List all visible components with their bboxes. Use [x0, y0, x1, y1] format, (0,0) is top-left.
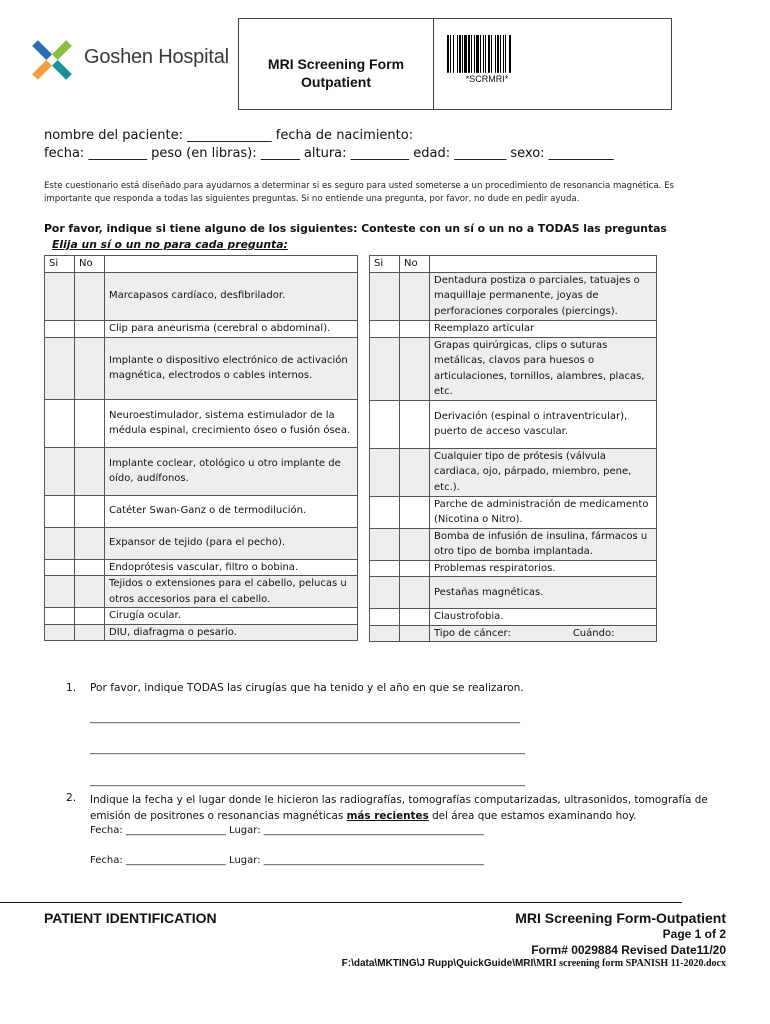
q1-text: Por favor, indique TODAS las cirugías que ha tenido y el año en que se realizaron.: [90, 682, 524, 694]
yes-checkbox[interactable]: [370, 577, 400, 609]
footer-info: [300, 910, 726, 969]
no-checkbox[interactable]: [400, 609, 430, 626]
question-text: Implante o dispositivo electrónico de activación magnética, electrodos o cables internos.: [105, 337, 358, 399]
patient-line-2[interactable]: fecha: _________ peso (en libras): ______ altura: _________ edad: ________ sexo: __________: [44, 146, 614, 161]
right-question-table: [369, 255, 657, 642]
barcode-bar: [497, 35, 499, 73]
barcode-bar: [462, 35, 463, 73]
barcode-bar: [483, 35, 484, 73]
no-checkbox[interactable]: [400, 448, 430, 496]
yes-checkbox[interactable]: [370, 272, 400, 320]
logo-petal-left: [32, 40, 52, 60]
yes-checkbox[interactable]: [45, 576, 75, 608]
yes-checkbox[interactable]: [45, 272, 75, 320]
no-checkbox[interactable]: [75, 559, 105, 576]
question-text: Expansor de tejido (para el pecho).: [105, 527, 358, 559]
question-text: Marcapasos cardíaco, desfibrilador.: [105, 272, 358, 320]
yes-checkbox[interactable]: [370, 528, 400, 560]
no-checkbox[interactable]: [400, 320, 430, 337]
q2-text-before: Indique la fecha y el lugar donde le hicieron las radiografías, tomografías computarizadas, ultrasonidos, tomografía de emisión de positrones o resonancias magnéticas: [90, 794, 708, 822]
no-checkbox[interactable]: [400, 528, 430, 560]
barcode-bar: [474, 35, 475, 73]
patient-line-1[interactable]: nombre del paciente: _____________ fecha de nacimiento:: [44, 128, 414, 143]
barcode-bar: [476, 35, 479, 73]
yes-checkbox[interactable]: [45, 559, 75, 576]
yes-header: Si: [45, 256, 75, 273]
no-checkbox[interactable]: [400, 400, 430, 448]
yes-checkbox[interactable]: [370, 400, 400, 448]
barcode-bar: [488, 35, 490, 73]
yes-checkbox[interactable]: [370, 609, 400, 626]
no-checkbox[interactable]: [75, 576, 105, 608]
q2-text-after: del área que estamos examinando hoy.: [428, 810, 637, 822]
question-text: Cirugía ocular.: [105, 608, 358, 625]
yes-checkbox[interactable]: [370, 496, 400, 528]
no-checkbox[interactable]: [400, 577, 430, 609]
question-text: Claustrofobia.: [430, 609, 657, 626]
barcode-bar: [495, 35, 496, 73]
no-checkbox[interactable]: [400, 272, 430, 320]
question-text: Bomba de infusión de insulina, fármacos u otro tipo de bomba implantada.: [430, 528, 657, 560]
q2-date-place-line[interactable]: Fecha: ____________________ Lugar: ____________________________________________: [90, 855, 484, 866]
no-checkbox[interactable]: [75, 272, 105, 320]
footer-divider: [0, 902, 682, 903]
no-checkbox[interactable]: [75, 495, 105, 527]
barcode-bar: [453, 35, 454, 73]
q1-answer-line[interactable]: _______________________________________________________________________________________: [90, 744, 525, 755]
q2-text: [90, 792, 710, 824]
no-header: No: [400, 256, 430, 273]
no-checkbox[interactable]: [400, 625, 430, 642]
question-text: Dentadura postiza o parciales, tatuajes o maquillaje permanente, joyas de perforaciones corporales (piercings).: [430, 272, 657, 320]
no-checkbox[interactable]: [75, 608, 105, 625]
yes-checkbox[interactable]: [45, 624, 75, 641]
question-text: Cualquier tipo de prótesis (válvula cardiaca, ojo, párpado, miembro, pene, etc.).: [430, 448, 657, 496]
yes-checkbox[interactable]: [45, 447, 75, 495]
logo-text: Goshen Hospital: [84, 46, 229, 68]
no-header: No: [75, 256, 105, 273]
yes-checkbox[interactable]: [45, 608, 75, 625]
q1-answer-line[interactable]: ______________________________________________________________________________________: [90, 713, 520, 724]
barcode-bar: [509, 35, 511, 73]
question-text: Pestañas magnéticas.: [430, 577, 657, 609]
footer-file-path: [300, 958, 726, 969]
question-text: Problemas respiratorios.: [430, 560, 657, 577]
yes-checkbox[interactable]: [370, 448, 400, 496]
q2-date-place-line[interactable]: Fecha: ____________________ Lugar: ____________________________________________: [90, 825, 484, 836]
barcode-bar: [457, 35, 458, 73]
yes-checkbox[interactable]: [370, 560, 400, 577]
barcode-bar: [459, 35, 461, 73]
q1-number: 1.: [66, 682, 77, 694]
barcode-bar: [464, 35, 467, 73]
no-checkbox[interactable]: [75, 320, 105, 337]
question-text: Endoprótesis vascular, filtro o bobina.: [105, 559, 358, 576]
patient-info: [44, 127, 614, 163]
yes-checkbox[interactable]: [370, 625, 400, 642]
footer-title: MRI Screening Form-Outpatient: [515, 910, 726, 926]
patient-identification-label: PATIENT IDENTIFICATION: [44, 910, 217, 926]
form-title: [239, 55, 433, 91]
question-text: Parche de administración de medicamento (Nicotina o Nitro).: [430, 496, 657, 528]
footer-path-file: MRI screening form SPANISH 11-2020.docx: [536, 958, 726, 969]
question-text: DIU, diafragma o pesario.: [105, 624, 358, 641]
questionnaire-heading: Por favor, indique si tiene alguno de los siguientes: Conteste con un sí o un no a TODAS las preguntas: [44, 222, 667, 235]
question-text: Reemplazo articular: [430, 320, 657, 337]
footer-page: Page 1 of 2: [662, 927, 726, 941]
barcode-bar: [447, 35, 449, 73]
title-box-divider: [433, 19, 434, 109]
no-checkbox[interactable]: [75, 337, 105, 399]
yes-checkbox[interactable]: [45, 337, 75, 399]
q2-text-bold: más recientes: [346, 810, 429, 822]
barcode-bar: [468, 35, 470, 73]
q1-answer-line[interactable]: _______________________________________________________________________________________: [90, 776, 525, 787]
footer-path-dir: F:\data\MKTING\J Rupp\QuickGuide\MRI\: [341, 958, 537, 969]
yes-checkbox[interactable]: [45, 320, 75, 337]
barcode-bar: [480, 35, 481, 73]
no-checkbox[interactable]: [400, 337, 430, 400]
no-checkbox[interactable]: [75, 624, 105, 641]
q2-number: 2.: [66, 792, 77, 804]
question-text: Clip para aneurisma (cerebral o abdominal).: [105, 320, 358, 337]
logo-petal-right: [52, 60, 72, 80]
yes-checkbox[interactable]: [45, 399, 75, 447]
question-text-cancer: [430, 625, 657, 642]
question-text: Implante coclear, otológico u otro implante de oído, audífonos.: [105, 447, 358, 495]
question-text: Grapas quirúrgicas, clips o suturas metálicas, clavos para huesos o articulaciones, tornillos, alambres, placas, etc.: [430, 337, 657, 400]
barcode-bar: [505, 35, 506, 73]
no-checkbox[interactable]: [400, 560, 430, 577]
yes-checkbox[interactable]: [45, 495, 75, 527]
barcode-bar: [471, 35, 472, 73]
barcode-bar: [500, 35, 501, 73]
logo-petal-top: [52, 40, 72, 60]
intro-text: Este cuestionario está diseñado para ayudarnos a determinar si es seguro para usted someterse a un procedimiento de resonancia magnética. Es importante que responda a todas las siguientes preguntas. Si no entiende una pregunta, por favor, no dude en pedir ayuda.: [44, 181, 674, 204]
footer-form-number: Form# 0029884 Revised Date11/20: [531, 943, 726, 957]
no-checkbox[interactable]: [75, 447, 105, 495]
yes-checkbox[interactable]: [370, 337, 400, 400]
questionnaire-subheading: Elija un sí o un no para cada pregunta:: [52, 238, 288, 251]
left-question-table: [44, 255, 358, 641]
yes-checkbox[interactable]: [45, 527, 75, 559]
yes-checkbox[interactable]: [370, 320, 400, 337]
barcode-bar: [503, 35, 504, 73]
no-checkbox[interactable]: [400, 496, 430, 528]
question-text: Catéter Swan-Ganz o de termodilución.: [105, 495, 358, 527]
no-checkbox[interactable]: [75, 527, 105, 559]
question-text: Derivación (espinal o intraventricular), puerto de acceso vascular.: [430, 400, 657, 448]
barcode-bar: [485, 35, 486, 73]
cancer-type-label: Tipo de cáncer:: [434, 627, 511, 639]
form-title-box: [238, 18, 672, 110]
barcode-bar: [491, 35, 492, 73]
form-title-line2: Outpatient: [301, 74, 371, 90]
cancer-when-label: Cuándo:: [572, 627, 615, 639]
question-text: Neuroestimulador, sistema estimulador de la médula espinal, crecimiento óseo o fusión ósea.: [105, 399, 358, 447]
no-checkbox[interactable]: [75, 399, 105, 447]
yes-header: Si: [370, 256, 400, 273]
question-text: Tejidos o extensiones para el cabello, pelucas u otros accesorios para el cabello.: [105, 576, 358, 608]
barcode-bar: [450, 35, 451, 73]
barcode-text: *SCRMRI*: [465, 74, 509, 84]
form-title-line1: MRI Screening Form: [267, 56, 405, 72]
logo-petal-bottom: [32, 60, 52, 80]
barcode: [447, 35, 527, 77]
